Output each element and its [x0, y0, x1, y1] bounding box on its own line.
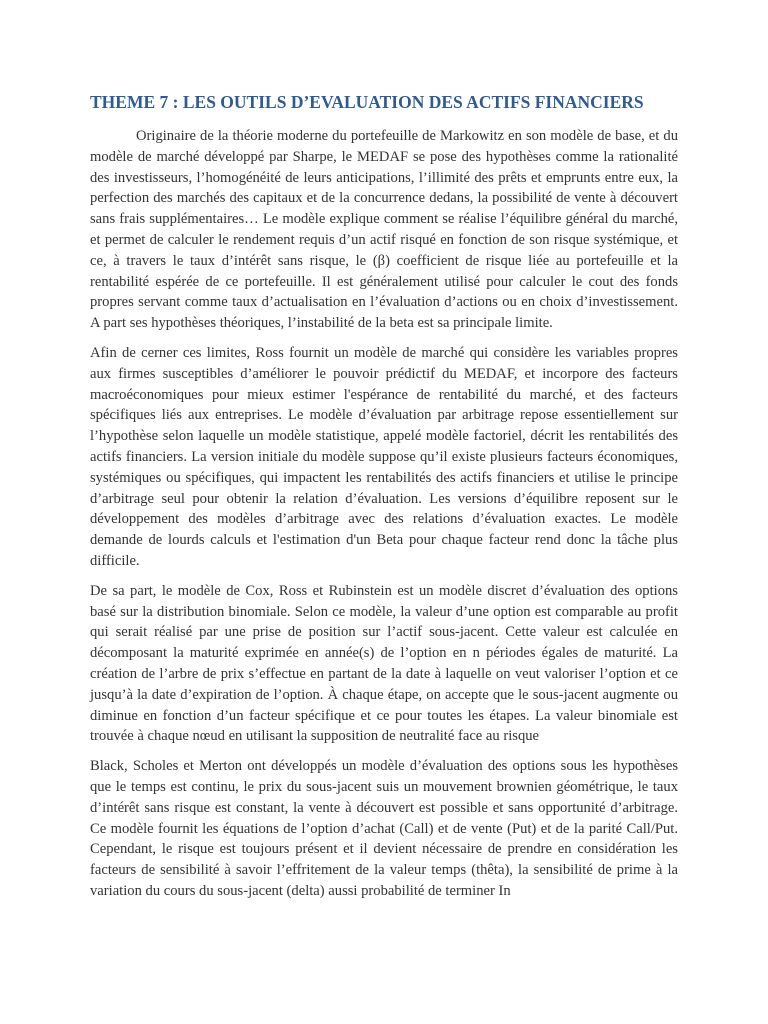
document-title: THEME 7 : LES OUTILS D’EVALUATION DES ACTIFS FINANCIERS	[90, 92, 644, 112]
paragraph-ross-apt: Afin de cerner ces limites, Ross fournit un modèle de marché qui considère les variables propres aux firmes susceptibles d’améliorer le pouvoir prédictif du MEDAF, et incorpore des facteurs macroéconomiques pour mieux estimer l'espérance de rentabilité du marché, et des facteurs spécifiques liés aux entreprises. Le modèle d’évaluation par arbitrage repose essentiellement sur l’hypothèse selon laquelle un modèle statistique, appelé modèle factoriel, décrit les rentabilités des actifs financiers. La version initiale du modèle suppose qu’il existe plusieurs facteurs économiques, systémiques ou spécifiques, qui impactent les rentabilités des actifs financiers et utilise le principe d’arbitrage seul pour obtenir la relation d’évaluation. Les versions d’équilibre reposent sur le développement des modèles d’arbitrage avec des relations d’évaluation exactes. Le modèle demande de lourds calculs et l'estimation d'un Beta pour chaque facteur rend donc la tâche plus difficile.	[90, 344, 678, 569]
paragraph-black-scholes-merton: Black, Scholes et Merton ont développés un modèle d’évaluation des options sous les hypothèses que le temps est continu, le prix du sous-jacent suis un mouvement brownien géométrique, le taux d’intérêt sans risque est constant, la vente à découvert est possible et sans opportunité d’arbitrage. Ce modèle fournit les équations de l’option d’achat (Call) et de vente (Put) et de la parité Call/Put. Cependant, le risque est toujours présent et il devient nécessaire de prendre en considération les facteurs de sensibilité à savoir l’effritement de la valeur temps (thêta), la sensibilité de prime à la variation du cours du sous-jacent (delta) aussi probabilité de terminer In	[90, 758, 678, 899]
paragraph-cox-ross-rubinstein: De sa part, le modèle de Cox, Ross et Rubinstein est un modèle discret d’évaluation des options basé sur la distribution binomiale. Selon ce modèle, la valeur d’une option est comparable au profit qui serait réalisé par une prise de position sur l’actif sous-jacent. Cette valeur est calculée en décomposant la maturité exprimée en année(s) de l’option en n périodes égales de maturité. La création de l’arbre de prix s’effectue en partant de la date à laquelle on veut valoriser l’option et ce jusqu’à la date d’expiration de l’option. À chaque étape, on accepte que le sous-jacent augmente ou diminue en fonction d’un facteur spécifique et ce pour toutes les étapes. La valeur binomiale est trouvée à chaque nœud en utilisant la supposition de neutralité face au risque	[90, 582, 678, 745]
paragraph-medaf: Originaire de la théorie moderne du portefeuille de Markowitz en son modèle de base, et du modèle de marché développé par Sharpe, le MEDAF se pose des hypothèses comme la rationalité des investisseurs, l’homogénéité de leurs anticipations, l’illimité des prêts et emprunts entre eux, la perfection des marchés des capitaux et de la concurrence dedans, la possibilité de vente à découvert sans frais supplémentaires… Le modèle explique comment se réalise l’équilibre général du marché, et permet de calculer le rendement requis d’un actif risqué en fonction de son risque systémique, et ce, à travers le taux d’intérêt sans risque, le (β) coefficient de risque liée au portefeuille et la rentabilité espérée de ce portefeuille. Il est généralement utilisé pour calculer le cout des fonds propres servant comme taux d’actualisation en l’évaluation d’actions ou en choix d’investissement. A part ses hypothèses théoriques, l’instabilité de la beta est sa principale limite.	[90, 128, 678, 332]
